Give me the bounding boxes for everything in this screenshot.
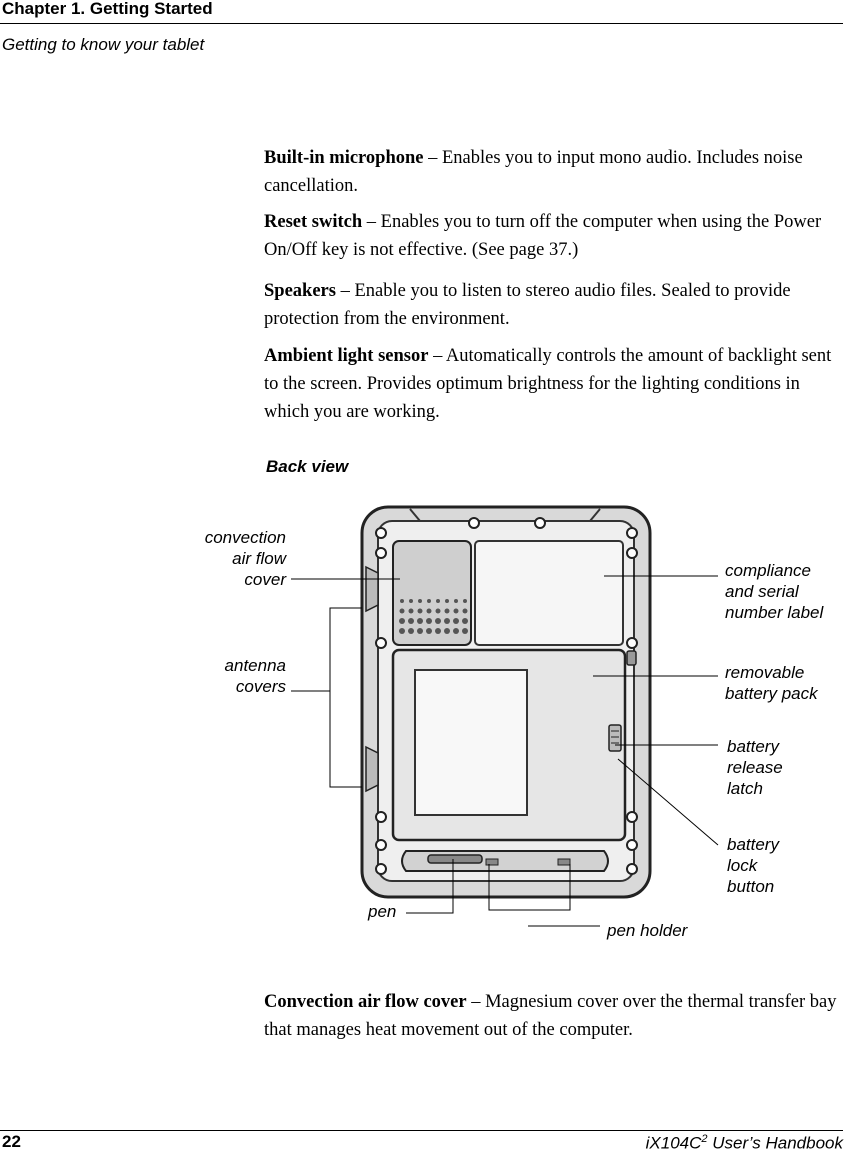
callout-battery-lock-button	[727, 834, 779, 897]
paragraph-reset-switch	[264, 208, 840, 264]
term-description: – Automatically controls the amount of backlight sent to the screen. Provides optimum brightness for the lighting conditions in which you are working.	[264, 346, 832, 422]
term-description: – Enable you to listen to stereo audio files. Sealed to provide protection from the environment.	[264, 281, 791, 329]
handbook-title-main: iX104C	[645, 1133, 702, 1153]
battery-lock-button	[627, 651, 636, 665]
antenna-bump-bottom	[366, 747, 378, 791]
handbook-title	[646, 1133, 843, 1154]
callout-text-line: number label	[725, 603, 824, 622]
paragraph-speakers	[264, 277, 840, 333]
callout-battery-release-latch	[727, 736, 783, 799]
battery-label	[415, 670, 527, 815]
callout-text-line: air flow	[232, 549, 286, 568]
callout-text-line: compliance	[725, 561, 811, 580]
callout-text-line: battery	[727, 835, 779, 854]
back-view-heading: Back view	[266, 457, 349, 476]
handbook-title-superscript: 2	[701, 1133, 708, 1145]
callout-text-line: covers	[235, 677, 286, 696]
callout-removable-battery-pack	[725, 662, 818, 704]
callout-text-line: cover	[244, 570, 286, 589]
term-label: Reset switch	[264, 212, 363, 232]
callout-text-line: antenna	[224, 656, 286, 675]
footer-rule	[0, 1130, 843, 1131]
paragraph-convection-air-flow-cover	[264, 988, 840, 1044]
callout-text-line: battery pack	[725, 684, 818, 703]
term-label: Ambient light sensor	[264, 346, 429, 366]
tablet-back-illustration	[0, 495, 847, 955]
term-description: – Enables you to turn off the computer when using the Power On/Off key is not effective. (See page 37.)	[264, 212, 822, 260]
callout-text-line: lock	[727, 856, 758, 875]
pen-body	[428, 855, 482, 863]
callout-pen-holder: pen holder	[607, 921, 688, 940]
chapter-title: Chapter 1. Getting Started	[2, 0, 213, 18]
antenna-bump-top	[366, 567, 378, 611]
term-label: Speakers	[264, 281, 336, 301]
callout-text-line: button	[727, 877, 775, 896]
callout-antenna-covers	[160, 655, 286, 697]
section-title: Getting to know your tablet	[2, 35, 205, 54]
convection-cover-panel	[393, 541, 471, 645]
page-number: 22	[2, 1132, 21, 1151]
callout-text-line: convection	[204, 528, 286, 547]
handbook-title-rest: User’s Handbook	[707, 1133, 843, 1153]
paragraph-built-in-microphone	[264, 144, 840, 200]
tablet-back-view-figure	[0, 495, 847, 955]
term-description: – Magnesium cover over the thermal transfer bay that manages heat movement out of the computer.	[264, 992, 837, 1040]
callout-pen: pen	[368, 902, 397, 921]
callout-text-line: removable	[725, 663, 805, 682]
callout-convection-air-flow-cover	[160, 527, 286, 590]
paragraph-ambient-light-sensor	[264, 342, 840, 426]
term-label: Convection air flow cover	[264, 992, 467, 1012]
battery-release-latch	[609, 725, 621, 751]
term-label: Built-in microphone	[264, 148, 424, 168]
callout-text-line: latch	[727, 779, 763, 798]
callout-text-line: and serial	[725, 582, 799, 601]
callout-text-line: battery	[727, 737, 779, 756]
header-rule	[0, 23, 843, 24]
compliance-label-panel	[475, 541, 623, 645]
callout-text-line: release	[727, 758, 783, 777]
callout-compliance-serial-label	[725, 560, 823, 623]
term-description: – Enables you to input mono audio. Includes noise cancellation.	[264, 148, 803, 196]
